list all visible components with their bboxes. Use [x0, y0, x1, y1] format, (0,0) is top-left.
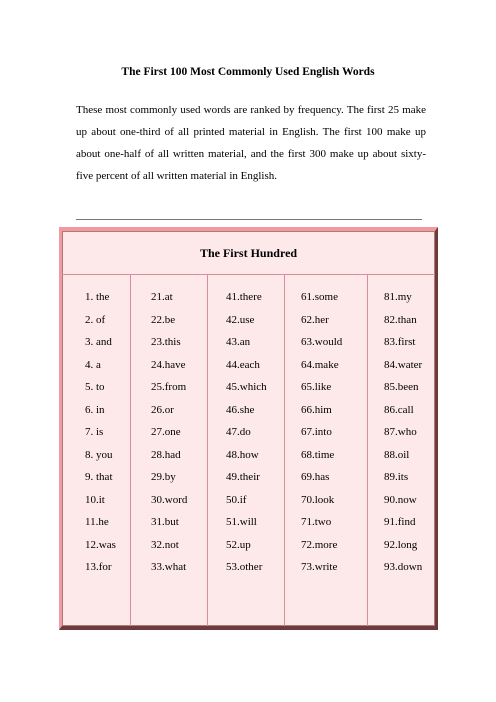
word-entry: 9. that — [85, 471, 113, 483]
column-divider-3 — [284, 274, 285, 626]
word-entry: 87.who — [384, 426, 417, 438]
word-entry: 84.water — [384, 358, 423, 371]
word-entry: 72.more — [301, 538, 338, 551]
column-divider-1 — [130, 274, 131, 626]
word-entry: 69.has — [301, 471, 330, 483]
word-entry: 91.find — [384, 516, 416, 528]
word-entry: 6. in — [85, 403, 105, 416]
word-entry: 2. of — [85, 313, 106, 326]
word-entry: 7. is — [85, 426, 104, 438]
word-entry: 26.or — [151, 403, 174, 416]
word-entry: 48.how — [226, 448, 259, 461]
word-entry: 11.he — [85, 516, 109, 528]
word-entry: 81.my — [384, 291, 412, 303]
word-entry: 64.make — [301, 358, 339, 371]
word-entry: 3. and — [85, 336, 112, 348]
word-entry: 29.by — [151, 471, 176, 483]
word-entry: 41.there — [226, 291, 262, 303]
horizontal-rule — [76, 219, 422, 220]
word-entry: 25.from — [151, 381, 187, 393]
word-entry: 43.an — [226, 336, 251, 348]
word-entry: 90.now — [384, 493, 417, 506]
word-entry: 50.if — [226, 493, 247, 506]
word-entry: 8. you — [85, 448, 113, 461]
word-entry: 21.at — [151, 291, 173, 303]
word-entry: 53.other — [226, 561, 263, 573]
word-entry: 45.which — [226, 381, 267, 393]
word-entry: 85.been — [384, 381, 419, 393]
table-header-divider — [62, 274, 435, 275]
word-entry: 5. to — [85, 381, 105, 393]
word-entry: 65.like — [301, 381, 332, 393]
word-entry: 83.first — [384, 336, 416, 348]
word-entry: 61.some — [301, 291, 338, 303]
word-entry: 68.time — [301, 448, 335, 461]
word-entry: 10.it — [85, 493, 105, 506]
word-entry: 67.into — [301, 426, 332, 438]
word-column-2 — [151, 287, 187, 580]
word-entry: 71.two — [301, 516, 332, 528]
word-column-4 — [301, 287, 342, 580]
word-entry: 47.do — [226, 426, 251, 438]
word-entry: 62.her — [301, 313, 329, 326]
word-entry: 86.call — [384, 403, 414, 416]
word-entry: 4. a — [85, 358, 101, 371]
word-entry: 32.not — [151, 538, 179, 551]
word-entry: 33.what — [151, 561, 187, 573]
word-entry: 13.for — [85, 561, 112, 573]
word-entry: 88.oil — [384, 448, 410, 461]
word-entry: 24.have — [151, 358, 186, 371]
word-entry: 44.each — [226, 358, 260, 371]
word-table — [59, 227, 438, 630]
word-entry: 28.had — [151, 448, 181, 461]
word-entry: 93.down — [384, 561, 423, 573]
word-entry: 92.long — [384, 538, 418, 551]
word-entry: 73.write — [301, 561, 338, 573]
word-entry: 89.its — [384, 471, 409, 483]
word-entry: 30.word — [151, 493, 188, 506]
word-entry: 63.would — [301, 336, 343, 348]
word-entry: 27.one — [151, 426, 181, 438]
word-entry: 49.their — [226, 471, 260, 483]
intro-paragraph: These most commonly used words are ranked by frequency. The first 25 make up about one-third of all printed material in English. The first 100 make up about one-half of all written material, and the first 300 make up about sixty-five percent of all written material in English. — [76, 104, 426, 182]
document-title: The First 100 Most Commonly Used English Words — [121, 66, 375, 78]
table-title: The First Hundred — [199, 246, 298, 260]
word-column-5 — [384, 287, 422, 580]
word-entry: 52.up — [226, 538, 251, 551]
word-entry: 51.will — [226, 516, 257, 528]
word-entry: 12.was — [85, 538, 116, 551]
column-divider-2 — [207, 274, 208, 626]
word-entry: 1. the — [85, 291, 110, 303]
word-entry: 23.this — [151, 336, 181, 348]
word-entry: 46.she — [226, 403, 255, 416]
word-column-1 — [85, 287, 116, 580]
column-divider-4 — [367, 274, 368, 626]
word-entry: 82.than — [384, 313, 417, 326]
word-entry: 31.but — [151, 516, 179, 528]
word-entry: 66.him — [301, 403, 332, 416]
word-entry: 42.use — [226, 313, 255, 326]
word-column-3 — [226, 287, 267, 580]
word-entry: 70.look — [301, 493, 335, 506]
word-entry: 22.be — [151, 313, 176, 326]
